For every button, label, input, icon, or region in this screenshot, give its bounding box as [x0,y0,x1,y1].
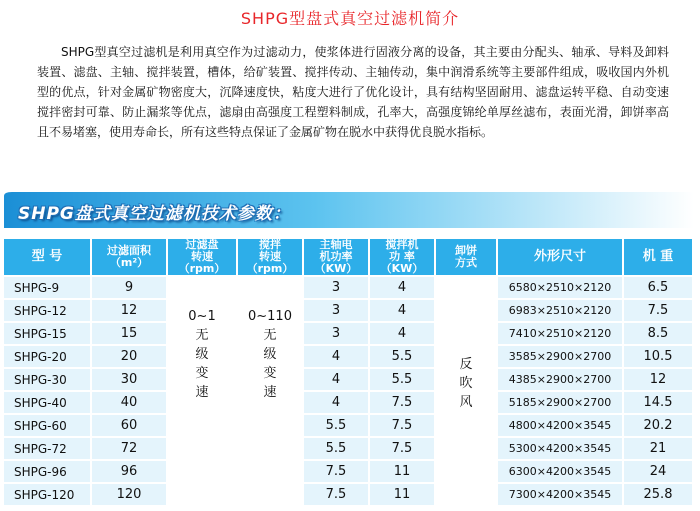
table-row [4,438,692,459]
spec-table [4,237,692,507]
table-row [4,392,692,413]
cell-agitator-power: 5.5 [368,346,434,367]
cell-agitator-power: 4 [368,323,434,344]
cell-agitator-power: 4 [368,277,434,298]
disc-speed-range: 0~1 [188,309,216,324]
cell-weight: 24 [622,461,692,482]
cell-main-power: 7.5 [302,484,368,505]
header-discharge: 卸饼 方式 [434,239,496,275]
cell-weight: 12 [622,369,692,390]
agitator-speed-note: 无级变速 [263,328,277,400]
discharge-method: 反吹风 [459,357,473,410]
cell-model: SHPG-96 [4,461,90,482]
cell-area: 96 [90,461,166,482]
cell-area: 30 [90,369,166,390]
cell-agitator-speed [236,277,302,505]
table-row [4,369,692,390]
cell-area: 120 [90,484,166,505]
spec-banner [4,192,694,228]
disc-speed-note: 无级变速 [195,328,209,400]
cell-agitator-power: 11 [368,461,434,482]
cell-agitator-power: 7.5 [368,392,434,413]
cell-main-power: 5.5 [302,438,368,459]
cell-dimensions: 7410×2510×2120 [496,323,622,344]
table-row [4,277,692,298]
header-area: 过滤面积 （m²） [90,239,166,275]
cell-main-power: 3 [302,277,368,298]
cell-dimensions: 5185×2900×2700 [496,392,622,413]
cell-dimensions: 6983×2510×2120 [496,300,622,321]
cell-model: SHPG-30 [4,369,90,390]
cell-dimensions: 3585×2900×2700 [496,346,622,367]
header-main-motor: 主轴电 机功率 （KW） [302,239,368,275]
cell-agitator-power: 11 [368,484,434,505]
cell-model: SHPG-120 [4,484,90,505]
cell-area: 9 [90,277,166,298]
cell-main-power: 5.5 [302,415,368,436]
spec-banner-title: SHPG盘式真空过滤机技术参数： [18,204,291,224]
intro-paragraph: SHPG型真空过滤机是利用真空作为过滤动力，使浆体进行固液分离的设备，其主要由分配头、轴承、导料及卸料装置、滤盘、主轴、搅拌装置，槽体，给矿装置、搅拌传动、主轴传动，集中润滑系统等主要部件组成，吸收国内外机型的优点，针对金属矿物密度大，沉降速度快，粘度大进行了优化设计，具有结构坚固耐用、滤盘运转平稳、自动变速搅拌密封可靠、防止漏浆等优点，滤扇由高强度工程塑料制成，孔率大，高强度锦纶单厚丝滤布，表面光滑，卸饼率高且不易堵塞，使用寿命长，所有这些特点保证了金属矿物在脱水中获得优良脱水指标。 [37,45,669,139]
cell-main-power: 7.5 [302,461,368,482]
cell-dimensions: 6300×4200×3545 [496,461,622,482]
cell-weight: 10.5 [622,346,692,367]
cell-area: 72 [90,438,166,459]
table-header-row [4,239,692,275]
cell-model: SHPG-12 [4,300,90,321]
cell-dimensions: 5300×4200×3545 [496,438,622,459]
cell-main-power: 3 [302,323,368,344]
cell-disc-speed [166,277,236,505]
cell-main-power: 4 [302,369,368,390]
header-model: 型 号 [4,239,90,275]
cell-area: 40 [90,392,166,413]
table-row [4,346,692,367]
cell-area: 60 [90,415,166,436]
cell-weight: 21 [622,438,692,459]
cell-weight: 14.5 [622,392,692,413]
header-agitator-speed: 搅拌 转速 （rpm） [236,239,302,275]
cell-area: 12 [90,300,166,321]
table-row [4,484,692,505]
header-agitator-motor: 搅拌机 功 率 （KW） [368,239,434,275]
cell-weight: 8.5 [622,323,692,344]
agitator-speed-range: 0~110 [248,309,292,324]
table-row [4,300,692,321]
cell-area: 20 [90,346,166,367]
cell-dimensions: 6580×2510×2120 [496,277,622,298]
cell-agitator-power: 5.5 [368,369,434,390]
table-row [4,323,692,344]
cell-model: SHPG-9 [4,277,90,298]
cell-dimensions: 7300×4200×3545 [496,484,622,505]
cell-main-power: 4 [302,346,368,367]
header-weight: 机 重 [622,239,692,275]
cell-model: SHPG-20 [4,346,90,367]
cell-area: 15 [90,323,166,344]
cell-model: SHPG-72 [4,438,90,459]
cell-weight: 7.5 [622,300,692,321]
header-disc-speed: 过滤盘 转速 （rpm） [166,239,236,275]
cell-agitator-power: 4 [368,300,434,321]
cell-dimensions: 4385×2900×2700 [496,369,622,390]
cell-weight: 20.2 [622,415,692,436]
cell-agitator-power: 7.5 [368,415,434,436]
cell-main-power: 4 [302,392,368,413]
cell-weight: 25.8 [622,484,692,505]
cell-model: SHPG-60 [4,415,90,436]
cell-model: SHPG-40 [4,392,90,413]
cell-agitator-power: 7.5 [368,438,434,459]
cell-main-power: 3 [302,300,368,321]
table-row [4,415,692,436]
table-row [4,461,692,482]
cell-dimensions: 4800×4200×3545 [496,415,622,436]
header-dimensions: 外形尺寸 [496,239,622,275]
cell-weight: 6.5 [622,277,692,298]
cell-discharge [434,277,496,505]
page-title: SHPG型盘式真空过滤机简介 [240,9,460,28]
cell-model: SHPG-15 [4,323,90,344]
